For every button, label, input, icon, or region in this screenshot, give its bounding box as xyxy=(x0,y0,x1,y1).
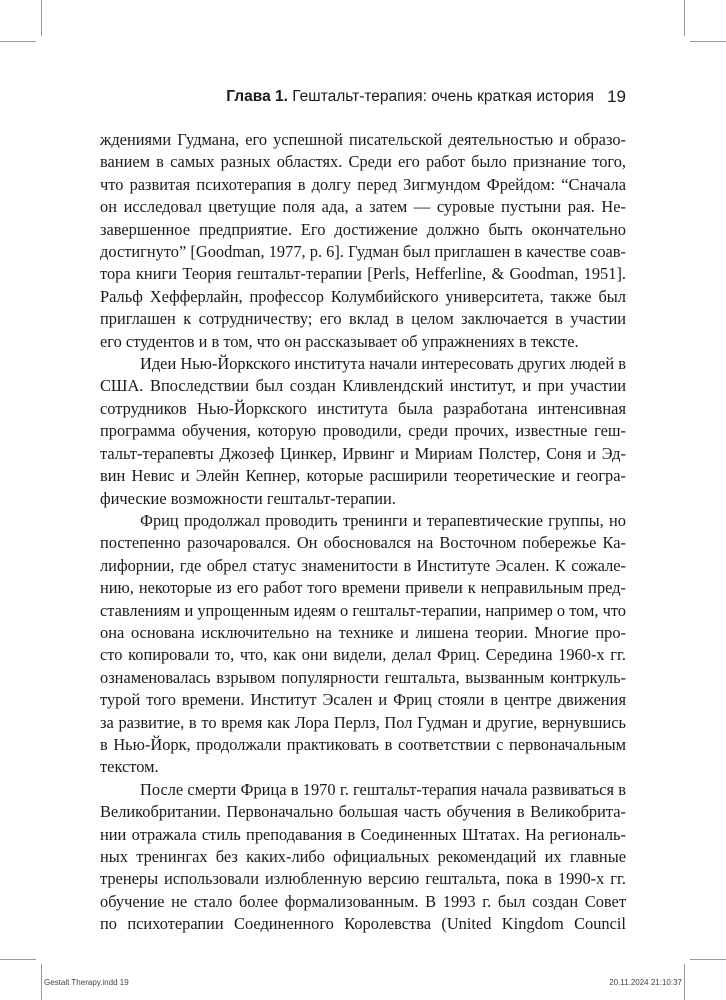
crop-mark xyxy=(41,0,42,36)
text-line: Великобритании. Первоначально большая часть обучения в Великобрита- xyxy=(100,802,626,822)
text-line: завершенное предприятие. Его достижение должно быть окончательно xyxy=(100,219,626,239)
slug-timestamp: 20.11.2024 21:10:37 xyxy=(609,978,682,987)
text-line: достигнуто” [Goodman, 1977, p. 6]. Гудман был приглашен в качестве соав- xyxy=(100,242,626,262)
page-number: 19 xyxy=(607,87,626,106)
paragraph xyxy=(100,353,626,510)
text-line: лифорнии, где обрел статус знаменитости в Институте Эсален. К сожале- xyxy=(100,555,626,575)
text-line: тальт-терапевты Джозеф Цинкер, Ирвинг и Мириам Полстер, Соня и Эд- xyxy=(100,443,626,463)
text-line: США. Впоследствии был создан Кливлендский институт, и при участии xyxy=(100,376,626,396)
text-line: После смерти Фрица в 1970 г. гештальт-терапия начала развиваться в xyxy=(140,779,626,799)
text-line: Фриц продолжал проводить тренинги и терапевтические группы, но xyxy=(140,510,626,530)
paragraph xyxy=(100,510,626,779)
text-line: обучение не стало более формализованным. В 1993 г. был создан Совет xyxy=(100,891,626,911)
text-line: за развитие, в то время как Лора Перлз, Пол Гудман и другие, вернувшись xyxy=(100,712,626,732)
text-line: ставлениям и упрощенным идеям о гештальт-терапии, например о том, что xyxy=(100,600,626,620)
chapter-title: Гештальт-терапия: очень краткая история xyxy=(292,88,594,105)
slug-filename: Gestalt Therapy.indd 19 xyxy=(44,978,129,987)
running-head-text xyxy=(226,88,594,106)
crop-mark xyxy=(41,964,42,1000)
paragraph xyxy=(100,779,626,936)
text-line: тренеры использовали излюбленную версию гештальта, пока в 1990-х гг. xyxy=(100,869,626,889)
text-line: ждениями Гудмана, его успешной писательской деятельностью и образо- xyxy=(100,130,626,149)
text-line: в Нью-Йорк, продолжали практиковать в соответствии с первоначальным xyxy=(100,734,626,754)
text-line: вин Невис и Элейн Кепнер, которые расширили теоретические и геогра- xyxy=(100,466,626,486)
text-line: ных тренингах без каких-либо официальных рекомендаций их главные xyxy=(100,847,626,866)
text-line: постепенно разочаровался. Он обосновался на Восточном побережье Ка- xyxy=(100,533,626,553)
chapter-label: Глава 1. xyxy=(226,88,288,105)
text-line: программа обучения, которую проводили, среди прочих, известные геш- xyxy=(100,421,626,441)
text-line: турой того времени. Институт Эсален и Фриц стояли в центре движения xyxy=(100,690,626,710)
crop-mark xyxy=(684,964,685,1000)
text-line: тора книги Теория гештальт-терапии [Perls, Hefferline, & Goodman, 1951]. xyxy=(100,264,626,284)
crop-mark xyxy=(684,0,685,36)
paragraph xyxy=(100,129,626,353)
text-line: ознаменовалась взрывом популярности гештальта, вызванным контркуль- xyxy=(100,667,626,687)
text-line: нии отражала стиль преподавания в Соединенных Штатах. На региональ- xyxy=(100,824,626,844)
text-line: Ральф Хефферлайн, профессор Колумбийского университета, также был xyxy=(100,286,626,306)
text-line: сто копировали то, что, как они видели, делал Фриц. Середина 1960-х гг. xyxy=(100,645,626,665)
text-line: текстом. xyxy=(100,757,159,777)
crop-mark xyxy=(690,41,726,42)
crop-mark xyxy=(690,959,726,960)
text-line: Идеи Нью-Йоркского института начали интересовать других людей в xyxy=(140,354,626,374)
text-line: сотрудников Нью-Йоркского института была разработана интенсивная xyxy=(100,398,626,418)
crop-mark xyxy=(0,41,36,42)
text-line: его студентов и в том, что он рассказывает об упражнениях в тексте. xyxy=(100,331,579,351)
text-line: она основана исключительно на технике и лишена теории. Многие про- xyxy=(100,622,626,642)
text-line: по психотерапии Соединенного Королевства (United Kingdom Council xyxy=(100,914,626,934)
text-line: он исследовал цветущие поля ада, а затем — суровые пустыни рая. Не- xyxy=(100,197,626,217)
text-line: ванием в самых разных областях. Среди его работ было признание того, xyxy=(100,152,626,172)
text-line: что развитая психотерапия в долгу перед Зигмундом Фрейдом: “Сначала xyxy=(100,174,626,194)
text-line: приглашен к сотрудничеству; его вклад в целом заключается в участии xyxy=(100,309,626,329)
crop-mark xyxy=(0,959,36,960)
text-line: фические возможности гештальт-терапии. xyxy=(100,488,396,508)
body-text xyxy=(100,129,626,936)
text-line: нию, некоторые из его работ того времени привели к неправильным пред- xyxy=(100,578,626,598)
